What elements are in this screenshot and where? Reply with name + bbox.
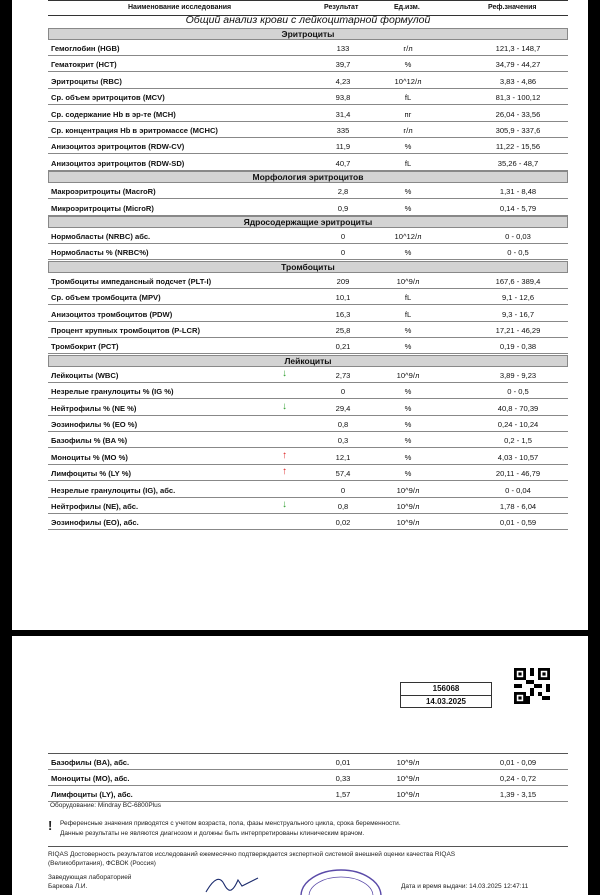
test-ref: 0 - 0,04 (505, 485, 531, 495)
section-header: Морфология эритроцитов (48, 171, 568, 183)
test-name: Лимфоциты (LY), абс. (51, 790, 133, 799)
qr-code-icon (514, 668, 550, 704)
table-row (48, 56, 568, 72)
test-ref: 0,24 - 10,24 (497, 420, 539, 429)
signature-icon (202, 872, 262, 895)
test-result: 16,3 (335, 309, 351, 319)
test-name: Процент крупных тромбоцитов (P-LCR) (51, 326, 200, 335)
section-header: Эритроциты (48, 28, 568, 40)
test-ref: 3,83 - 4,86 (499, 76, 537, 86)
test-unit: % (404, 326, 412, 335)
test-name: Гематокрит (HCT) (51, 60, 117, 70)
header-unit: Ед.изм. (394, 4, 420, 11)
riqas-line-1: RIQAS Достоверность результатов исследований ежемесячно подтверждается экспертной системой внешней оценки качества RIQAS (48, 851, 456, 858)
test-name: Моноциты % (MO %) (51, 452, 128, 462)
test-ref: 81,3 - 100,12 (495, 93, 541, 103)
test-ref: 0,01 - 0,09 (499, 758, 537, 767)
test-unit: 10^12/л (394, 76, 422, 86)
test-unit: fL (404, 309, 412, 319)
divider (48, 846, 568, 847)
test-ref: 1,78 - 6,04 (499, 502, 537, 511)
test-unit: fL (404, 293, 412, 303)
test-result: 2,8 (337, 187, 349, 197)
test-name: Ср. концентрация Hb в эритромассе (MCHC) (51, 126, 218, 135)
test-result: 0 (340, 387, 346, 397)
test-unit: 10^9/л (396, 790, 420, 799)
test-result: 209 (336, 276, 350, 286)
test-unit: % (404, 142, 412, 152)
test-result: 0,33 (335, 774, 351, 783)
test-unit: % (404, 342, 412, 352)
note-line-1: Референсные значения приводятся с учетом возраста, пола, фазы менструального цикла, срока беременности. (60, 820, 401, 827)
test-name: Эозинофилы % (EO %) (51, 420, 138, 429)
test-ref: 11,22 - 15,56 (495, 142, 541, 152)
test-result: 0,01 (335, 758, 351, 767)
test-ref: 0,14 - 5,79 (499, 203, 537, 213)
test-name: Анизоцитоз эритроцитов (RDW-CV) (51, 142, 185, 152)
test-name: Эозинофилы (EO), абс. (51, 518, 139, 528)
test-unit: % (404, 60, 412, 70)
test-name: Эритроциты (RBC) (51, 76, 122, 86)
arrow-down-icon: ↓ (282, 367, 287, 379)
test-name: Нормобласты (NRBC) абс. (51, 232, 151, 241)
test-unit: fL (404, 158, 412, 168)
test-ref: 35,26 - 48,7 (497, 158, 539, 168)
test-name: Незрелые гранулоциты (IG), абс. (51, 485, 176, 495)
test-ref: 4,03 - 10,57 (497, 452, 539, 462)
test-unit: 10^9/л (396, 518, 420, 528)
test-result: 93,8 (335, 93, 351, 103)
test-result: 133 (336, 44, 350, 53)
test-unit: 10^9/л (396, 370, 420, 380)
test-result: 0,8 (337, 420, 349, 429)
test-ref: 20,11 - 46,79 (495, 469, 541, 479)
table-row (48, 322, 568, 338)
test-name: Гемоглобин (HGB) (51, 44, 120, 53)
test-ref: 9,3 - 16,7 (501, 309, 535, 319)
test-ref: 0,01 - 0,59 (499, 518, 537, 528)
table-row (48, 449, 568, 465)
test-unit: 10^9/л (396, 774, 420, 783)
test-name: Базофилы % (BA %) (51, 436, 128, 446)
sample-id: 156068 (432, 684, 460, 693)
table-top-rule (48, 753, 568, 754)
test-result: 0 (340, 485, 346, 495)
test-name: Лимфоциты % (LY %) (51, 469, 131, 479)
test-name: Тромбокрит (PCT) (51, 342, 119, 352)
report-page-1 (12, 0, 588, 630)
table-row (48, 122, 568, 138)
sample-id-box (400, 682, 492, 708)
table-row (48, 754, 568, 770)
test-ref: 1,39 - 3,15 (499, 790, 537, 799)
test-unit: fL (404, 93, 412, 103)
equipment-note: Оборудование: Mindray BC-6800Plus (50, 802, 162, 809)
test-name: Анизоцитоз эритроцитов (RDW-SD) (51, 158, 185, 168)
test-ref: 121,3 - 148,7 (495, 44, 541, 53)
table-row (48, 367, 568, 383)
table-row (48, 400, 568, 416)
warning-icon: ! (48, 818, 53, 833)
section-header: Тромбоциты (48, 261, 568, 273)
test-name: Моноциты (MO), абс. (51, 774, 130, 783)
test-ref: 40,8 - 70,39 (497, 403, 539, 413)
table-row (48, 244, 568, 260)
arrow-down-icon: ↓ (282, 499, 287, 510)
table-row (48, 40, 568, 56)
test-name: Макроэритроциты (MacroR) (51, 187, 156, 197)
test-ref: 0,19 - 0,38 (499, 342, 537, 352)
test-result: 0,8 (337, 502, 349, 511)
report-page-2 (12, 636, 588, 895)
header-name: Наименование исследования (128, 4, 232, 11)
test-ref: 3,89 - 9,23 (499, 370, 537, 380)
test-name: Тромбоциты импедансный подсчет (PLT-I) (51, 276, 212, 286)
table-row (48, 155, 568, 171)
test-ref: 0,2 - 1,5 (504, 436, 532, 446)
header-result: Результат (324, 4, 359, 11)
table-row (48, 89, 568, 105)
test-result: 29,4 (335, 403, 351, 413)
test-name: Незрелые гранулоциты % (IG %) (51, 387, 174, 397)
test-result: 0,9 (337, 203, 349, 213)
test-name: Ср. содержание Hb в эр-те (MCH) (51, 109, 176, 119)
test-ref: 0 - 0,5 (507, 387, 529, 397)
table-row (48, 306, 568, 322)
test-result: 0 (340, 248, 346, 258)
test-result: 0 (340, 232, 346, 241)
table-row (48, 416, 568, 432)
test-result: 4,23 (335, 76, 351, 86)
test-name: Анизоцитоз тромбоцитов (PDW) (51, 309, 173, 319)
test-result: 0,21 (335, 342, 351, 352)
test-result: 40,7 (335, 158, 351, 168)
stamp-icon (296, 868, 386, 895)
test-ref: 17,21 - 46,29 (495, 326, 541, 335)
lab-head-title: Заведующая лабораторией (48, 874, 132, 881)
lab-head-name: Баркова Л.И. (48, 883, 88, 890)
test-unit: % (404, 469, 412, 479)
table-row (48, 273, 568, 289)
test-result: 0,02 (335, 518, 351, 528)
test-name: Нейтрофилы (NE), абс. (51, 502, 139, 511)
test-ref: 167,6 - 389,4 (495, 276, 541, 286)
table-row (48, 73, 568, 89)
sample-date: 14.03.2025 (401, 695, 491, 708)
table-row (48, 183, 568, 199)
test-ref: 0 - 0,5 (507, 248, 529, 258)
test-result: 335 (336, 126, 350, 135)
test-result: 1,57 (335, 790, 351, 799)
table-row (48, 200, 568, 216)
table-row (48, 482, 568, 498)
table-row (48, 383, 568, 399)
arrow-down-icon: ↓ (282, 400, 287, 412)
test-result: 39,7 (335, 60, 351, 70)
test-unit: % (404, 203, 412, 213)
test-name: Нейтрофилы % (NE %) (51, 403, 137, 413)
table-row (48, 138, 568, 154)
test-name: Ср. объем эритроцитов (MCV) (51, 93, 165, 103)
test-unit: % (404, 387, 412, 397)
test-unit: 10^9/л (396, 502, 420, 511)
test-unit: % (404, 187, 412, 197)
test-unit: 10^9/л (396, 485, 420, 495)
test-unit: 10^12/л (394, 232, 422, 241)
test-name: Микроэритроциты (MicroR) (51, 203, 154, 213)
test-unit: % (404, 420, 412, 429)
arrow-up-icon: ↑ (282, 466, 287, 478)
test-ref: 26,04 - 33,56 (495, 109, 541, 119)
test-unit: г/л (403, 126, 413, 135)
test-ref: 0,24 - 0,72 (499, 774, 537, 783)
table-row (48, 498, 568, 514)
test-ref: 1,31 - 8,48 (499, 187, 537, 197)
report-title: Общий анализ крови с лейкоцитарной формулой (185, 14, 431, 26)
table-row (48, 106, 568, 122)
test-result: 57,4 (335, 469, 351, 479)
riqas-line-2: (Великобритания), ФСВОК (Россия) (48, 860, 156, 867)
test-result: 12,1 (335, 452, 351, 462)
table-row (48, 432, 568, 448)
test-unit: % (404, 436, 412, 446)
test-unit: % (404, 403, 412, 413)
test-result: 10,1 (335, 293, 351, 303)
test-name: Лейкоциты (WBC) (51, 370, 119, 380)
test-ref: 9,1 - 12,6 (501, 293, 535, 303)
test-result: 11,9 (335, 142, 351, 152)
test-result: 2,73 (335, 370, 351, 380)
test-unit: пг (404, 109, 412, 119)
test-result: 0,3 (337, 436, 349, 446)
test-unit: % (404, 452, 412, 462)
table-row (48, 289, 568, 305)
table-row (48, 338, 568, 354)
table-row (48, 514, 568, 530)
section-header: Лейкоциты (48, 355, 568, 367)
test-name: Ср. объем тромбоцита (MPV) (51, 293, 161, 303)
arrow-up-icon: ↑ (282, 449, 287, 461)
table-row (48, 228, 568, 244)
test-unit: 10^9/л (396, 758, 420, 767)
test-result: 31,4 (335, 109, 351, 119)
table-row (48, 770, 568, 786)
test-ref: 0 - 0,03 (505, 232, 531, 241)
issue-datetime: Дата и время выдачи: 14.03.2025 12:47:11 (401, 883, 529, 890)
note-line-2: Данные результаты не являются диагнозом и должны быть интерпретированы клиническим врачом. (60, 830, 365, 837)
test-unit: 10^9/л (396, 276, 420, 286)
test-ref: 305,9 - 337,6 (495, 126, 541, 135)
header-ref: Реф.значения (488, 4, 537, 11)
test-result: 25,8 (335, 326, 351, 335)
section-header: Ядросодержащие эритроциты (48, 216, 568, 228)
test-name: Нормобласты % (NRBC%) (51, 248, 149, 258)
table-row (48, 786, 568, 802)
test-name: Базофилы (BA), абс. (51, 758, 130, 767)
table-row (48, 465, 568, 481)
test-unit: г/л (403, 44, 413, 53)
test-ref: 34,79 - 44,27 (495, 60, 541, 70)
test-unit: % (404, 248, 412, 258)
